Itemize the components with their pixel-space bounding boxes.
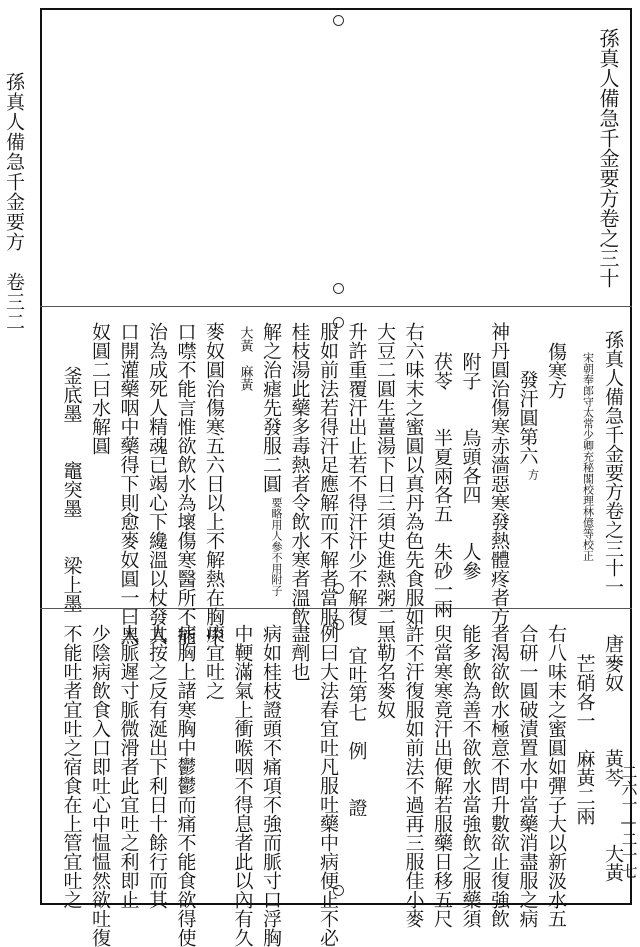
text-column: 神丹圓治傷寒赤濇惡寒發熱體疼者方 xyxy=(488,322,510,626)
text-column: 病胸上諸寒胸中鬱鬱而痛不能食欲得使 xyxy=(174,624,197,947)
text-annotation: 方 xyxy=(526,469,540,480)
text-column: 人脈遲寸脈微滑者此宜吐之利即止 xyxy=(117,624,140,909)
page-number-margin: 二六一—二一七 xyxy=(619,764,638,879)
text-column: 黑勒名麥奴 xyxy=(374,624,396,719)
text-column: 者渴欲飲水極意不問升數欲止復強飲 xyxy=(488,624,510,928)
seal-circle xyxy=(333,619,344,630)
text-column: 附子 烏頭各四 人參 xyxy=(459,352,482,580)
text-column: 右八味末之蜜圓如彈子大以新汲水五 xyxy=(545,624,567,928)
text-column: 許不汗復服如前法不過再三服佳小麥 xyxy=(402,624,425,928)
text-column: 大豆二圓生薑湯下日三須史進熱粥二 xyxy=(374,322,396,626)
text-column: 病如桂枝證頭不痛項不強而脈寸口浮胸 xyxy=(260,624,282,947)
text-column: 宜吐第七 例 證 xyxy=(345,646,368,817)
text-column: 升許重覆汗出止若不得汗汗少不解復 xyxy=(345,322,368,626)
text-column: 傷寒方 xyxy=(545,342,567,399)
seal-circle xyxy=(333,583,344,594)
text-column: 宋朝奉郎守太常少卿充秘閣校理林億等校正 xyxy=(581,352,595,561)
text-column: 少陰病飲食入口即吐心中愠愠然欲吐復 xyxy=(89,624,111,947)
panel-1 xyxy=(42,10,630,306)
panel-3 xyxy=(42,612,630,947)
text-column: 中鞕滿氣上衝喉咽不得息者此以內有久 xyxy=(231,624,254,947)
text-column: 例曰大法春宜吐凡服吐藥中病便止不必 xyxy=(317,624,339,947)
text-column: 釜底墨 竈突墨 梁上墨 xyxy=(60,366,83,613)
text-column: 芒硝各一 麻黃二兩 xyxy=(573,654,596,825)
chapter-title: 孫真人備急千金要方卷之三十 xyxy=(596,28,620,288)
seal-circle xyxy=(333,283,344,294)
text-column: 麥奴 黃芩 大黃 xyxy=(602,654,624,882)
book-title-margin: 孫真人備急千金要方 卷三二 xyxy=(3,72,25,332)
text-column: 解之治瘧先發服二圓 xyxy=(260,322,282,493)
text-column: 不能吐者宜吐之宿食在上管宜吐之 xyxy=(60,624,83,909)
text-column: 大黃 麻黃 xyxy=(237,326,253,391)
text-column: 發汗圓第六 xyxy=(516,370,539,465)
text-column: 口開灌藥咽中藥得下則愈麥奴圓一曰黑 xyxy=(117,322,140,645)
text-annotation: 要略用人參不用附子 xyxy=(270,497,283,596)
text-column: 痰宜吐之 xyxy=(203,624,225,700)
seal-circle xyxy=(333,885,344,896)
seal-circle xyxy=(333,15,344,26)
text-column: 桂枝湯此藥多毒熱者令飲水寒者溫飲 xyxy=(288,322,311,626)
text-column: 臾當寒寒竟汗出便解若服藥日移五尺 xyxy=(431,624,453,928)
text-column: 服如前法若得汗足應解而不解者當服 xyxy=(317,322,339,626)
panel-divider-1 xyxy=(40,306,632,307)
text-column: 奴圓二曰水解圓 xyxy=(89,322,111,455)
text-column: 合研一圓破漬置水中當藥消盡服之病 xyxy=(516,624,539,928)
text-column: 口噤不能言惟欲飲水為壞傷寒醫所不能 xyxy=(174,322,197,645)
seal-circle xyxy=(333,317,344,328)
text-column: 右六味末之蜜圓以真丹為色先食服如 xyxy=(402,322,425,626)
text-column: 人按之反有涎出下利日十餘行而其 xyxy=(146,624,168,909)
text-column: 茯苓 半夏兩各五 朱砂一兩 xyxy=(431,352,453,618)
text-column: 能多飲為善不欲飲水當強飲之服藥須 xyxy=(459,624,482,928)
text-column: 盡劑也 xyxy=(288,624,311,681)
text-column: 麥奴圓治傷寒五六日以上不解熱在胸中 xyxy=(203,322,225,645)
text-column: 治為成死人精魂已竭心下纔溫以杖發其 xyxy=(146,322,168,645)
text-column: 孫真人備急千金要方卷之三十一 唐一 xyxy=(602,330,624,672)
